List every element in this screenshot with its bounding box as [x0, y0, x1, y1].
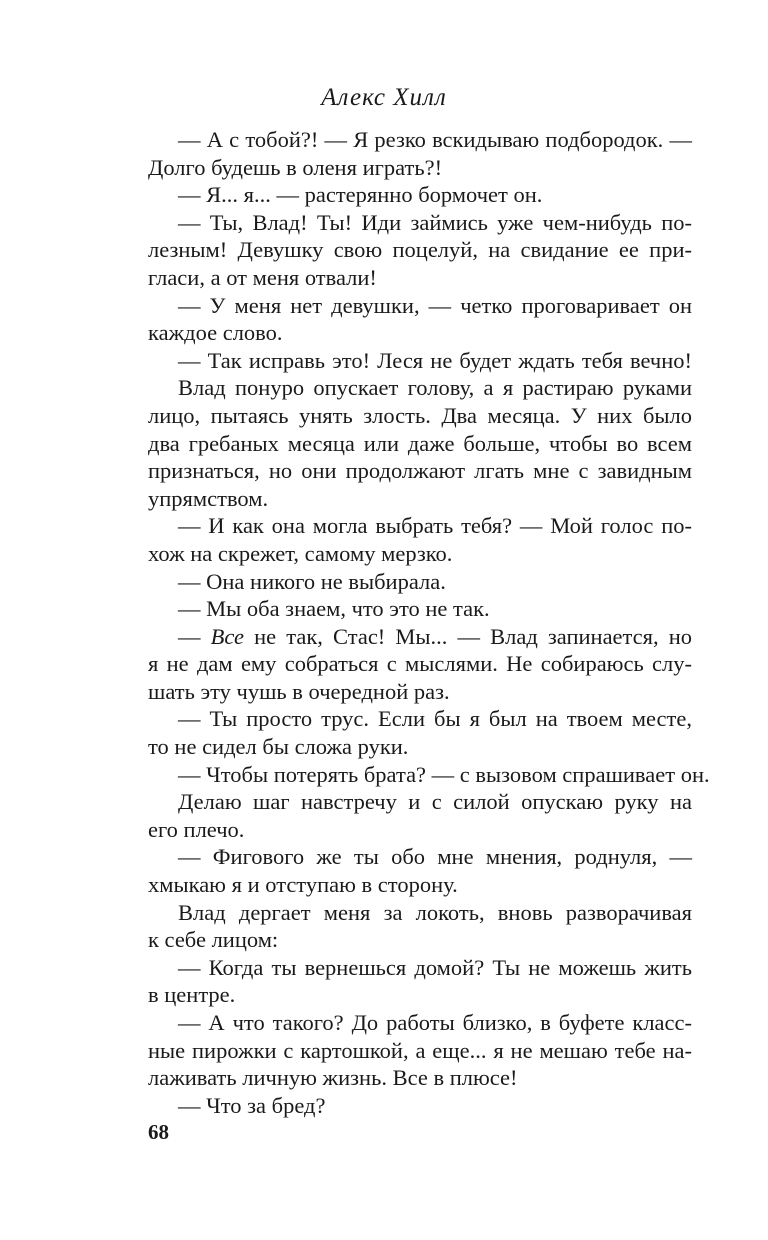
text-line: — Она никого не выбирала. [178, 568, 446, 594]
page-number: 68 [148, 1120, 169, 1144]
text-line: два гребаных месяца или даже больше, чтобы во всем [148, 430, 692, 456]
text-line: — Ты просто трус. Если бы я был на твоем месте, [178, 706, 692, 732]
text-line: я не дам ему собраться с мыслями. Не собираюсь слу- [148, 651, 692, 677]
emph-lead: — [178, 623, 211, 649]
text-line: лезным! Девушку свою поцелуй, на свидание ее при- [148, 237, 692, 263]
body-text [148, 126, 710, 1119]
text-line: Делаю шаг навстречу и с силой опускаю руку на [178, 789, 692, 815]
text-line: — Что за бред? [178, 1092, 326, 1118]
text-line: хмыкаю я и отступаю в сторону. [148, 872, 458, 898]
text-line: — А с тобой?! — Я резко вскидываю подбородок. — [178, 127, 692, 152]
running-head-author: Алекс Хилл [321, 84, 447, 111]
text-line: Влад дергает меня за локоть, вновь разворачивая [178, 899, 692, 925]
text-line: каждое слово. [148, 320, 283, 346]
text-line: гласи, а от меня отвали! [148, 264, 377, 290]
emph-word: Все [210, 623, 245, 649]
text-line: Влад понуро опускает голову, а я растираю руками [178, 375, 692, 401]
text-line: его плечо. [148, 816, 245, 842]
text-line: — Так исправь это! Леся не будет ждать тебя вечно! [178, 347, 692, 373]
text-line: Долго будешь в оленя играть?! [148, 154, 443, 180]
text-line: к себе лицом: [148, 927, 279, 953]
text-line: — И как она могла выбрать тебя? — Мой голос по- [178, 513, 692, 539]
text-line: признаться, но они продолжают лгать мне с завидным [148, 458, 692, 484]
text-line: — Когда ты вернешься домой? Ты не можешь жить [178, 954, 692, 980]
text-line: лаживать личную жизнь. Все в плюсе! [148, 1065, 518, 1091]
text-line: ные пирожки с картошкой, а еще... я не мешаю тебе на- [148, 1037, 692, 1063]
text-line: — Чтобы потерять брата? — с вызовом спрашивает он. [178, 761, 710, 787]
text-line: — У меня нет девушки, — четко проговаривает он [178, 292, 692, 318]
text-line: — Я... я... — растерянно бормочет он. [178, 182, 543, 208]
text-line: упрямством. [148, 485, 269, 511]
text-line: лицо, пытаясь унять злость. Два месяца. У них было [148, 402, 692, 428]
text-line-emphasis [148, 623, 692, 651]
text-line: — Мы оба знаем, что это не так. [178, 596, 490, 622]
text-line: хож на скрежет, самому мерзко. [148, 540, 453, 566]
emph-rest: не так, Стас! Мы... — Влад запинается, но [244, 623, 692, 649]
text-line: — А что такого? До работы близко, в буфете класс- [178, 1010, 692, 1035]
text-line: то не сидел бы сложа руки. [148, 734, 409, 760]
text-line: — Ты, Влад! Ты! Иди займись уже чем-нибудь по- [178, 209, 692, 235]
text-line: — Фигового же ты обо мне мнения, роднуля, — [178, 844, 692, 870]
text-line: в центре. [148, 982, 236, 1008]
text-line: шать эту чушь в очередной раз. [148, 678, 450, 704]
